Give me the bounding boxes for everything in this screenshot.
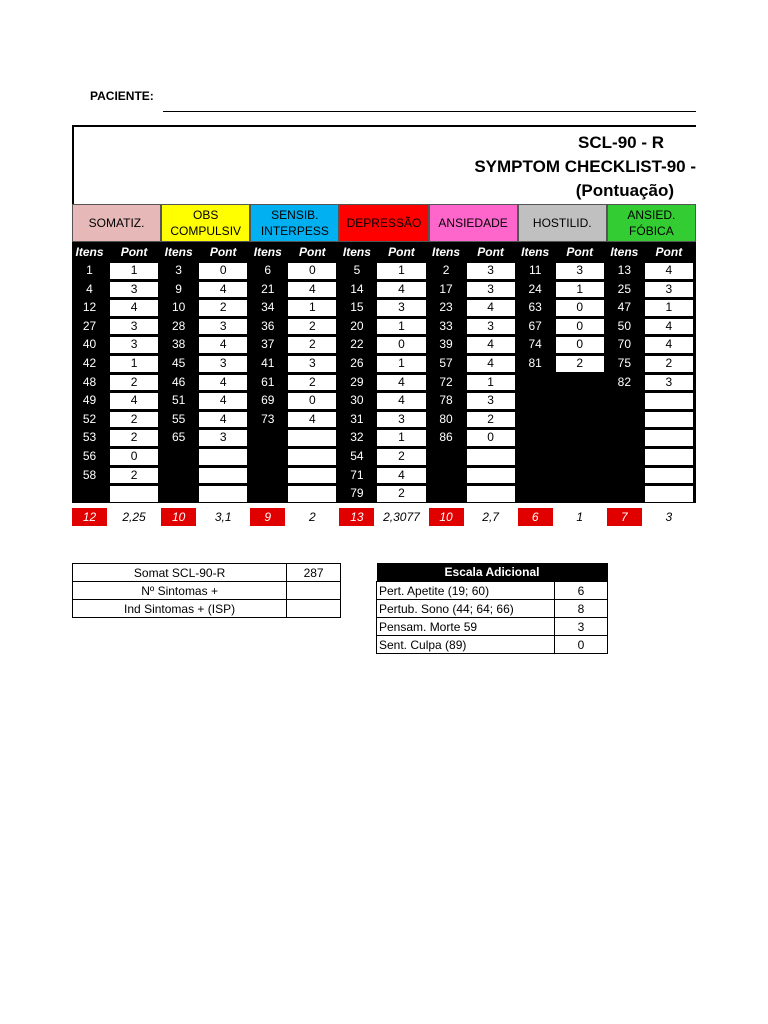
items-column-header: Itens [518, 242, 553, 261]
pont-cell[interactable]: 4 [376, 392, 426, 410]
item-number: 37 [261, 337, 275, 352]
additional-scale-value[interactable]: 8 [555, 600, 608, 618]
pont-column-header: Pont [374, 242, 428, 261]
additional-scale-header [377, 563, 608, 582]
item-number: 86 [439, 430, 453, 445]
item-number: 70 [617, 337, 631, 352]
item-number: 74 [528, 337, 542, 352]
item-number: 30 [350, 393, 364, 408]
summary-value[interactable]: 287 [287, 564, 341, 582]
pont-cell[interactable]: 2 [376, 448, 426, 466]
pont-cell[interactable]: 2 [376, 485, 426, 503]
item-number: 79 [350, 486, 364, 501]
item-number: 80 [439, 411, 453, 426]
item-number: 51 [171, 393, 186, 408]
pont-cell[interactable]: 1 [376, 262, 426, 280]
item-number: 73 [261, 411, 275, 426]
pont-cell[interactable]: 3 [466, 392, 516, 410]
pont-cell[interactable]: 4 [109, 299, 159, 317]
items-column-header: Itens [429, 242, 464, 261]
pont-cell[interactable]: 1 [644, 299, 694, 317]
pont-cell[interactable] [644, 411, 694, 429]
item-number: 11 [528, 263, 542, 277]
pont-cell[interactable]: 1 [376, 355, 426, 373]
summary-row [73, 600, 341, 618]
item-number: 56 [82, 449, 97, 463]
total-pont: 2,3077 [383, 510, 420, 524]
pont-cell[interactable]: 4 [644, 336, 694, 354]
pont-cell[interactable]: 2 [109, 429, 159, 447]
pont-cell[interactable]: 1 [555, 281, 605, 299]
pont-cell[interactable]: 2 [109, 374, 159, 392]
item-number: 6 [264, 263, 272, 277]
pont-cell[interactable] [466, 467, 516, 485]
total-pont: 3,1 [214, 510, 232, 524]
item-number: 10 [171, 300, 186, 315]
item-number: 23 [439, 300, 453, 315]
additional-scale-label: Sent. Culpa (89) [377, 636, 555, 654]
item-number: 9 [175, 281, 182, 296]
summary-label: Nº Sintomas + [73, 582, 287, 600]
pont-cell[interactable]: 4 [198, 411, 248, 429]
pont-cell[interactable]: 4 [644, 262, 694, 280]
item-number: 69 [261, 393, 275, 408]
total-items: 13 [339, 508, 374, 526]
pont-cell[interactable]: 1 [376, 318, 426, 336]
pont-cell[interactable]: 3 [198, 429, 248, 447]
pont-cell[interactable] [198, 485, 248, 503]
item-number: 36 [261, 318, 275, 333]
item-number: 67 [528, 318, 542, 333]
item-number: 2 [442, 263, 450, 277]
category-header: SENSIB. INTERPESS [250, 204, 339, 242]
items-column-header: Itens [72, 242, 107, 261]
pont-cell[interactable]: 3 [109, 281, 159, 299]
additional-scale-row [377, 582, 608, 600]
category-header: OBS COMPULSIV [161, 204, 250, 242]
additional-scale-value[interactable]: 3 [555, 618, 608, 636]
pont-cell[interactable] [287, 429, 337, 447]
pont-cell[interactable]: 0 [287, 262, 337, 280]
pont-cell[interactable]: 3 [109, 336, 159, 354]
additional-scale-row [377, 636, 608, 654]
item-number: 13 [617, 263, 631, 277]
pont-cell[interactable] [109, 485, 159, 503]
item-number: 4 [86, 281, 93, 296]
summary-label: Ind Sintomas + (ISP) [73, 600, 287, 618]
item-number: 32 [350, 430, 364, 445]
summary-row [73, 582, 341, 600]
pont-cell[interactable]: 3 [466, 281, 516, 299]
pont-cell[interactable]: 4 [198, 392, 248, 410]
pont-cell[interactable]: 0 [376, 336, 426, 354]
item-number: 5 [353, 263, 361, 277]
total-items: 10 [161, 508, 196, 526]
additional-scale-label: Pertub. Sono (44; 64; 66) [377, 600, 555, 618]
item-number: 53 [82, 430, 97, 445]
summary-value[interactable] [287, 600, 341, 618]
items-column-header: Itens [339, 242, 374, 261]
items-column-header: Itens [161, 242, 196, 261]
score-grid [72, 204, 696, 526]
pont-cell[interactable]: 4 [198, 281, 248, 299]
pont-cell[interactable]: 4 [376, 467, 426, 485]
summary-table [72, 563, 341, 618]
item-number: 22 [350, 337, 364, 352]
category-header: ANSIED. FÓBICA [607, 204, 696, 242]
item-number: 49 [82, 393, 97, 408]
additional-scale-value[interactable]: 0 [555, 636, 608, 654]
item-number: 38 [171, 337, 186, 352]
item-number: 26 [350, 356, 364, 370]
pont-cell[interactable]: 3 [376, 411, 426, 429]
pont-cell[interactable]: 1 [287, 299, 337, 317]
pont-column-header: Pont [285, 242, 339, 261]
pont-cell[interactable]: 0 [466, 429, 516, 447]
pont-column-header: Pont [464, 242, 518, 261]
total-pont: 1 [576, 510, 584, 524]
additional-scale-row [377, 600, 608, 618]
pont-cell[interactable]: 4 [109, 392, 159, 410]
pont-cell[interactable]: 0 [555, 299, 605, 317]
item-number: 65 [171, 430, 186, 445]
pont-cell[interactable]: 4 [644, 318, 694, 336]
pont-cell[interactable] [287, 448, 337, 466]
pont-cell[interactable]: 2 [644, 355, 694, 373]
category-header: HOSTILID. [518, 204, 607, 242]
item-number: 20 [350, 318, 364, 333]
item-number: 71 [350, 467, 364, 482]
pont-cell[interactable]: 4 [466, 299, 516, 317]
pont-cell[interactable] [198, 448, 248, 466]
pont-column-header: Pont [553, 242, 607, 261]
patient-name-field[interactable] [163, 111, 696, 112]
item-number: 12 [82, 300, 97, 315]
pont-cell[interactable]: 4 [287, 411, 337, 429]
pont-cell[interactable]: 1 [109, 355, 159, 373]
item-number: 34 [261, 300, 275, 315]
item-number: 17 [439, 281, 453, 296]
title-pontuacao: (Pontuação) [575, 181, 674, 200]
item-number: 52 [82, 411, 97, 426]
summary-value[interactable] [287, 582, 341, 600]
pont-cell[interactable] [644, 429, 694, 447]
item-number: 72 [439, 374, 453, 389]
pont-column-header: Pont [107, 242, 161, 261]
pont-cell[interactable]: 2 [109, 467, 159, 485]
summary-label: Somat SCL-90-R [73, 564, 287, 582]
pont-column-header: Pont [196, 242, 250, 261]
item-number: 28 [171, 318, 186, 333]
total-items: 6 [518, 508, 553, 526]
pont-cell[interactable] [466, 448, 516, 466]
item-number: 82 [617, 374, 631, 389]
item-number: 57 [439, 356, 453, 370]
pont-cell[interactable]: 1 [109, 262, 159, 280]
additional-scale-table [376, 563, 608, 654]
total-items: 7 [607, 508, 642, 526]
item-number: 39 [439, 337, 453, 352]
item-number: 50 [617, 318, 631, 333]
pont-cell[interactable]: 3 [198, 355, 248, 373]
pont-cell[interactable]: 3 [376, 299, 426, 317]
pont-cell[interactable]: 0 [109, 448, 159, 466]
item-number: 75 [617, 356, 631, 370]
pont-cell[interactable]: 0 [198, 262, 248, 280]
item-number: 29 [350, 374, 364, 389]
items-column-header: Itens [607, 242, 642, 261]
patient-label: PACIENTE: [90, 89, 154, 103]
total-items: 9 [250, 508, 285, 526]
pont-cell[interactable]: 3 [466, 262, 516, 280]
pont-cell[interactable]: 3 [466, 318, 516, 336]
pont-cell[interactable]: 4 [376, 281, 426, 299]
items-column-header: Itens [250, 242, 285, 261]
pont-cell[interactable] [644, 467, 694, 485]
pont-cell[interactable] [287, 485, 337, 503]
pont-column-header: Pont [642, 242, 696, 261]
total-items: 10 [429, 508, 464, 526]
pont-cell[interactable]: 2 [555, 355, 605, 373]
pont-cell[interactable]: 3 [555, 262, 605, 280]
category-header: SOMATIZ. [72, 204, 161, 242]
pont-cell[interactable]: 4 [466, 355, 516, 373]
pont-cell[interactable]: 3 [109, 318, 159, 336]
total-items: 12 [72, 508, 107, 526]
item-number: 81 [528, 356, 542, 370]
item-number: 41 [261, 356, 275, 370]
title-scl90: SCL-90 - R [578, 133, 664, 152]
item-number: 55 [171, 411, 186, 426]
item-number: 33 [439, 318, 453, 333]
pont-cell[interactable]: 1 [466, 374, 516, 392]
pont-cell[interactable]: 2 [287, 336, 337, 354]
additional-scale-row [377, 618, 608, 636]
total-pont: 2,25 [122, 510, 146, 524]
pont-cell[interactable]: 4 [198, 374, 248, 392]
category-header: ANSIEDADE [429, 204, 518, 242]
pont-cell[interactable]: 0 [555, 336, 605, 354]
pont-cell[interactable] [644, 485, 694, 503]
report-header [72, 125, 696, 204]
pont-cell[interactable]: 4 [376, 374, 426, 392]
item-number: 58 [82, 467, 97, 482]
additional-scale-label: Pensam. Morte 59 [377, 618, 555, 636]
item-number: 25 [617, 281, 631, 296]
item-number: 24 [528, 281, 542, 296]
item-number: 48 [82, 374, 97, 389]
pont-cell[interactable] [287, 467, 337, 485]
item-number: 14 [350, 281, 364, 296]
item-number: 1 [86, 263, 93, 277]
item-number: 27 [82, 318, 97, 333]
item-number: 47 [617, 300, 631, 315]
additional-scale-value[interactable]: 6 [555, 582, 608, 600]
total-pont: 2 [308, 510, 316, 524]
total-pont: 3 [665, 510, 673, 524]
category-header: DEPRESSÃO [339, 204, 428, 242]
summary-row [73, 564, 341, 582]
additional-scale-label: Pert. Apetite (19; 60) [377, 582, 555, 600]
item-number: 21 [261, 281, 275, 296]
total-pont: 2,7 [482, 510, 499, 524]
item-number: 45 [171, 356, 186, 370]
pont-cell[interactable]: 3 [287, 355, 337, 373]
item-number: 40 [82, 337, 97, 352]
pont-cell[interactable] [644, 392, 694, 410]
pont-cell[interactable]: 3 [644, 281, 694, 299]
item-number: 78 [439, 393, 453, 408]
item-number: 54 [350, 449, 364, 463]
item-number: 46 [171, 374, 186, 389]
pont-cell[interactable]: 3 [644, 374, 694, 392]
title-symptom-checklist: SYMPTOM CHECKLIST-90 - [474, 157, 696, 176]
item-number: 63 [528, 300, 542, 315]
item-number: 15 [350, 300, 364, 315]
pont-cell[interactable] [644, 448, 694, 466]
pont-cell[interactable]: 2 [466, 411, 516, 429]
additional-scale-title: Escala Adicional [377, 563, 608, 582]
pont-cell[interactable]: 4 [287, 281, 337, 299]
pont-cell[interactable] [466, 485, 516, 503]
item-number: 31 [350, 411, 364, 426]
pont-cell[interactable]: 0 [555, 318, 605, 336]
item-number: 42 [82, 356, 97, 370]
pont-cell[interactable]: 0 [287, 392, 337, 410]
pont-cell[interactable]: 2 [198, 299, 248, 317]
pont-cell[interactable] [198, 467, 248, 485]
item-number: 61 [261, 374, 275, 389]
pont-cell[interactable]: 2 [287, 374, 337, 392]
pont-cell[interactable]: 2 [287, 318, 337, 336]
pont-cell[interactable]: 1 [376, 429, 426, 447]
pont-cell[interactable]: 4 [198, 336, 248, 354]
pont-cell[interactable]: 4 [466, 336, 516, 354]
item-number: 3 [175, 263, 182, 277]
pont-cell[interactable]: 3 [198, 318, 248, 336]
pont-cell[interactable]: 2 [109, 411, 159, 429]
